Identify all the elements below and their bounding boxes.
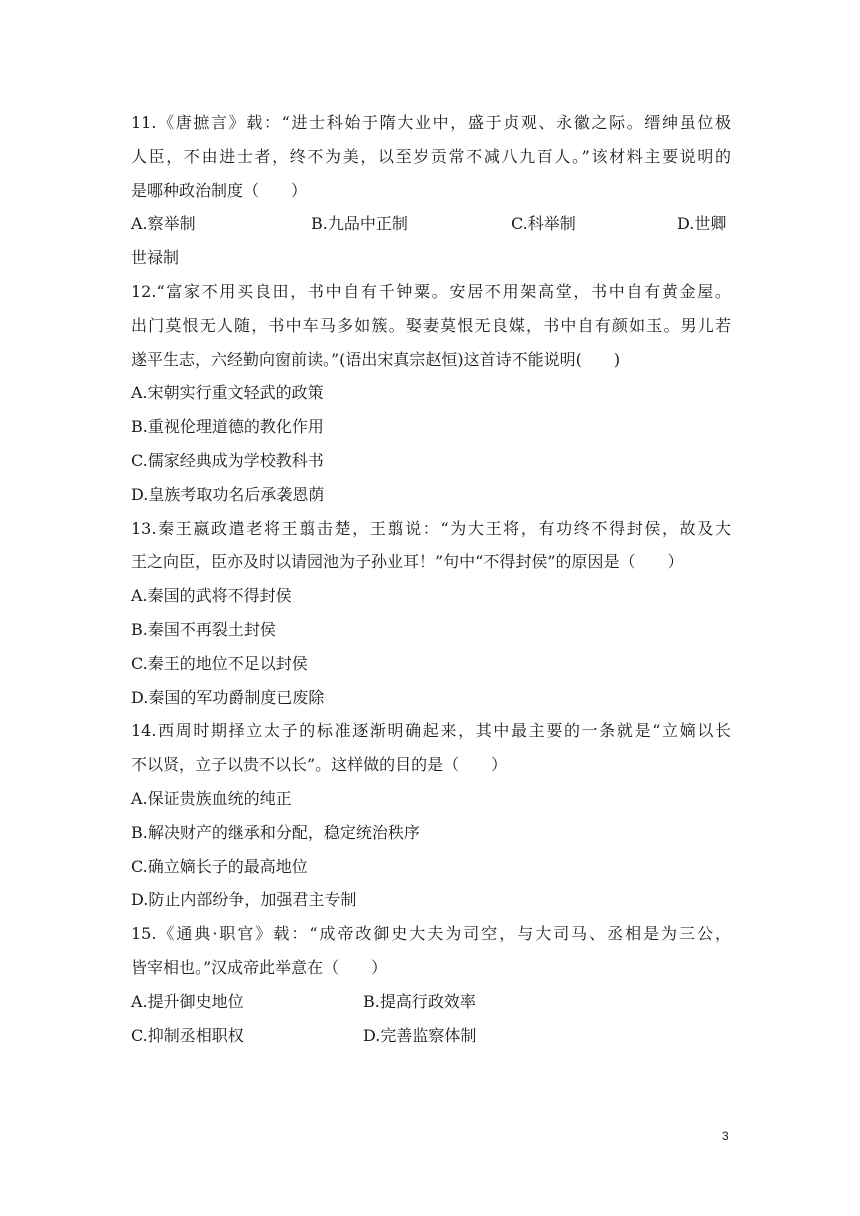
question-14-stem-line-1: 14.西周时期择立太子的标准逐渐明确起来，其中最主要的一条就是“立嫡以长: [131, 721, 731, 741]
question-14: [131, 714, 731, 917]
question-11-stem-line-2: 人臣，不由进士者，终不为美，以至岁贡常不减八九百人。”该材料主要说明的: [131, 146, 731, 166]
question-11-stem-line-1: 11.《唐摭言》载：“进士科始于隋大业中，盛于贞观、永徽之际。缙绅虽位极: [131, 113, 731, 132]
question-12-stem-line-2: 出门莫恨无人随，书中车马多如簇。娶妻莫恨无良媒，书中自有颜如玉。男儿若: [131, 315, 731, 335]
option-c[interactable]: C.儒家经典成为学校教科书: [131, 450, 324, 470]
question-list: [131, 106, 731, 1052]
option-a[interactable]: A.宋朝实行重文轻武的政策: [131, 383, 324, 403]
question-14-stem-line-2: 不以贤，立子以贵不以长”。这样做的目的是（ ）: [131, 755, 508, 775]
option-d[interactable]: D.防止内部纷争，加强君主专制: [131, 890, 357, 910]
question-15: [131, 917, 731, 1052]
option-c[interactable]: C.抑制丞相职权: [131, 1025, 244, 1045]
option-d[interactable]: D.完善监察体制: [363, 1025, 477, 1045]
option-b[interactable]: B.解决财产的继承和分配，稳定统治秩序: [131, 822, 420, 842]
option-b[interactable]: B.提高行政效率: [363, 991, 476, 1011]
option-b[interactable]: B.重视伦理道德的教化作用: [131, 417, 324, 437]
option-c[interactable]: C.确立嫡长子的最高地位: [131, 856, 308, 876]
option-c[interactable]: C.科举制: [511, 214, 576, 234]
question-11: [131, 106, 731, 275]
option-a[interactable]: A.察举制: [131, 214, 196, 234]
option-b[interactable]: B.秦国不再裂土封侯: [131, 619, 276, 639]
question-12-stem-line-1: 12.“富家不用买良田，书中自有千钟粟。安居不用架高堂，书中自有黄金屋。: [131, 281, 731, 301]
option-d[interactable]: D.皇族考取功名后承袭恩荫: [131, 484, 325, 504]
question-15-options-row-2: [131, 1019, 731, 1053]
question-13: [131, 512, 731, 715]
question-15-stem-line-1: 15.《通典·职官》载：“成帝改御史大夫为司空，与大司马、丞相是为三公，: [131, 924, 731, 944]
question-12: [131, 275, 731, 512]
question-13-stem-line-2: 王之向臣，臣亦及时以请园池为子孙业耳！”句中“不得封侯”的原因是（ ）: [131, 552, 684, 572]
option-a[interactable]: A.保证贵族血统的纯正: [131, 788, 292, 808]
question-11-options: [131, 207, 731, 241]
question-12-stem-line-3: 遂平生志，六经勤向窗前读。”(语出宋真宗赵恒)这首诗不能说明( ): [131, 349, 621, 369]
option-d-continuation: 世禄制: [131, 248, 180, 268]
option-c[interactable]: C.秦王的地位不足以封侯: [131, 653, 308, 673]
option-d[interactable]: D.秦国的军功爵制度已废除: [131, 687, 325, 707]
option-d[interactable]: D.世卿: [677, 214, 727, 234]
question-11-stem-line-3: 是哪种政治制度（ ）: [131, 180, 308, 200]
question-15-stem-line-2: 皆宰相也。”汉成帝此举意在（ ）: [131, 957, 388, 977]
page-number: 3: [722, 1129, 729, 1143]
option-a[interactable]: A.提升御史地位: [131, 991, 244, 1011]
option-a[interactable]: A.秦国的武将不得封侯: [131, 586, 292, 606]
question-13-stem-line-1: 13.秦王嬴政遣老将王翦击楚，王翦说：“为大王将，有功终不得封侯，故及大: [131, 518, 731, 538]
question-15-options-row-1: [131, 985, 731, 1019]
option-b[interactable]: B.九品中正制: [311, 214, 408, 234]
